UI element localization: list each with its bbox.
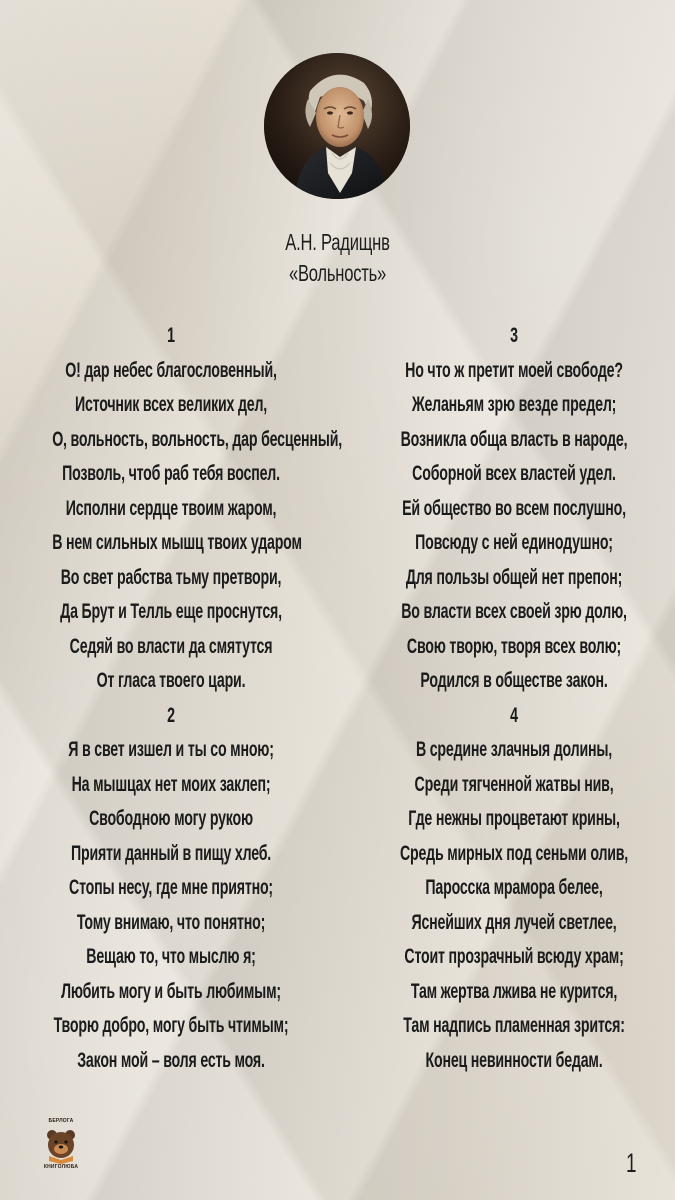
berloga-knigolyuba-logo bbox=[35, 1118, 87, 1174]
poem-line: Любить могу и быть любимым; bbox=[61, 978, 281, 1003]
poem-line: Позволь, чтоб раб тебя воспел. bbox=[62, 461, 280, 485]
poem-line: Возникла обща власть в народе, bbox=[400, 426, 628, 451]
poem-line: Во свет рабства тьму претвори, bbox=[60, 564, 282, 589]
poem-line: Родился в обществе закон. bbox=[420, 668, 608, 692]
stanza-number: 1 bbox=[167, 323, 175, 347]
poem-line: Но что ж претит моей свободе? bbox=[405, 357, 623, 382]
poem-line: Паросска мрамора белее, bbox=[425, 875, 603, 899]
poem-line: Во власти всех своей зрю долю, bbox=[401, 599, 627, 623]
poem-title: «Вольность» bbox=[288, 260, 387, 286]
poem-line: Там жертва лжива не курится, bbox=[410, 978, 618, 1003]
right-column bbox=[395, 318, 633, 1077]
poem-line: О! дар небес благословенный, bbox=[65, 357, 277, 382]
poem-line: От гласа твоего цари. bbox=[96, 668, 246, 692]
poem-line: Я в свет изшел и ты со мною; bbox=[68, 737, 274, 761]
poem-line: Там надпись пламенная зрится: bbox=[403, 1013, 625, 1037]
poem-line: Ей общество во всем послушно, bbox=[402, 495, 626, 520]
poem-line: Свободною могу рукою bbox=[89, 806, 253, 830]
poem-line: Стоит прозрачный всюду храм; bbox=[404, 944, 624, 968]
author-name: А.Н. Радищнв bbox=[285, 229, 390, 255]
poem-line: Яснейших дня лучей светлее, bbox=[411, 909, 617, 934]
stanza-3 bbox=[395, 318, 633, 698]
poem-line: О, вольность, вольность, дар бесценный, bbox=[52, 426, 342, 451]
poem-line: Закон мой – воля есть моя. bbox=[77, 1047, 265, 1072]
poem-line: Прияти данный в пищу хлеб. bbox=[70, 840, 272, 865]
poem-line: Стопы несу, где мне приятно; bbox=[69, 875, 273, 899]
stanza-number: 4 bbox=[510, 702, 518, 727]
poem-line: Среди тягченной жатвы нив, bbox=[414, 771, 614, 796]
logo-top-text: БЕРЛОГА bbox=[48, 1118, 74, 1124]
poem-line: Творю добро, могу быть чтимым; bbox=[53, 1013, 289, 1037]
author-portrait bbox=[264, 53, 410, 199]
poem-line: Для пользы общей нет препон; bbox=[405, 564, 623, 589]
stanza-number: 3 bbox=[510, 323, 518, 347]
stanza-4 bbox=[395, 698, 633, 1078]
poem-line: Желаньям зрю везде предел; bbox=[411, 392, 617, 416]
poem-line: Тому внимаю, что понятно; bbox=[76, 909, 266, 934]
stanza-1 bbox=[52, 318, 342, 698]
poem-line: Седяй во власти да смятутся bbox=[69, 633, 273, 658]
stanza-2 bbox=[52, 698, 290, 1078]
poem-line: Средь мирных под сеньми олив, bbox=[399, 840, 629, 865]
poem-line: Соборной всех властей удел. bbox=[412, 461, 616, 485]
poem-line: Да Брут и Телль еще проснутся, bbox=[60, 599, 282, 623]
poem-line: В нем сильных мышц твоих ударом bbox=[52, 530, 302, 554]
left-column bbox=[52, 318, 342, 1077]
poem-line: Вещаю то, что мыслю я; bbox=[86, 944, 256, 968]
poem-line: Источник всех великих дел, bbox=[74, 392, 268, 416]
stanza-number: 2 bbox=[167, 702, 175, 727]
logo-bottom-text: КНИГОЛЮБА bbox=[43, 1164, 79, 1170]
poem-line: Исполни сердце твоим жаром, bbox=[65, 495, 277, 520]
poem-line: Свою творю, творя всех волю; bbox=[406, 633, 622, 658]
poem-line: Повсюду с ней единодушно; bbox=[415, 530, 613, 554]
poem-line: На мышцах нет моих заклеп; bbox=[71, 771, 271, 796]
poem-line: Где нежны процветают крины, bbox=[408, 806, 620, 830]
poem-line: Конец невинности бедам. bbox=[425, 1047, 603, 1072]
poem-line: В средине злачныя долины, bbox=[415, 737, 613, 761]
page-number: 1 bbox=[626, 1148, 637, 1178]
